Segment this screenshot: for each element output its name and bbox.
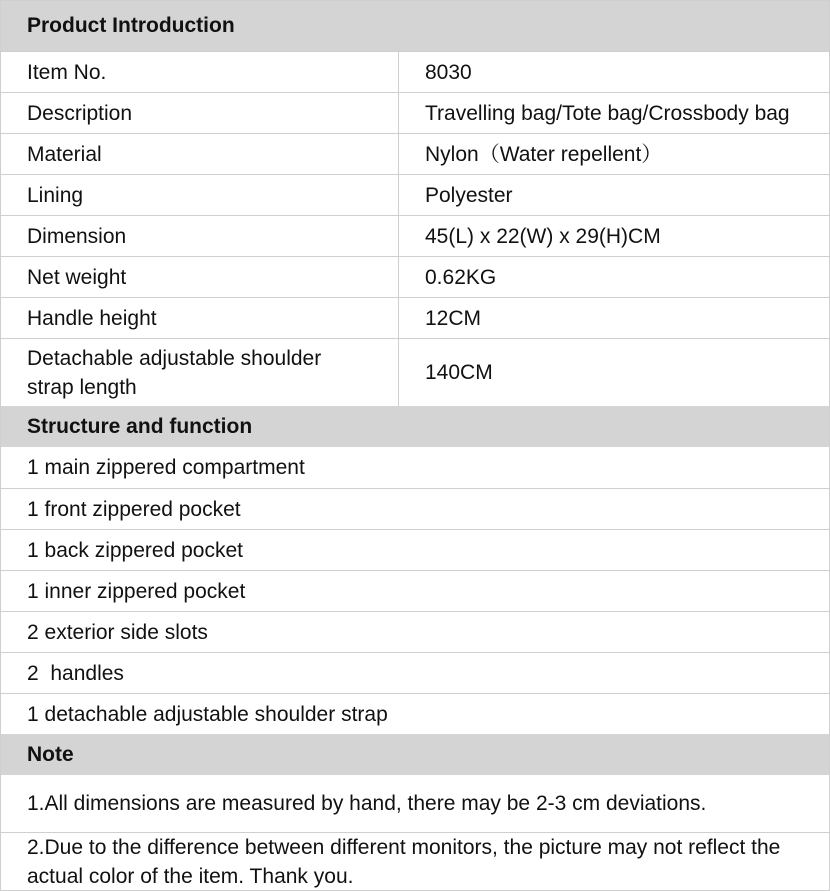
- structure-item-text: 2 handles: [27, 661, 124, 685]
- list-item: [0, 447, 830, 488]
- spec-label: Description: [27, 101, 133, 125]
- spec-value: Polyester: [398, 175, 830, 215]
- list-item: [0, 529, 830, 570]
- note-text: 2.Due to the difference between different monitors, the picture may not reflect the actual color of the item. Thank you.: [27, 836, 781, 888]
- spec-row-handle-height: [0, 297, 830, 338]
- spec-row-material: [0, 133, 830, 174]
- spec-row-strap-length: [0, 338, 830, 406]
- spec-value: Travelling bag/Tote bag/Crossbody bag: [398, 93, 830, 133]
- spec-label: Item No.: [27, 60, 107, 84]
- structure-item-text: 2 exterior side slots: [27, 620, 208, 644]
- spec-value: 140CM: [398, 339, 830, 406]
- section-title: Product Introduction: [27, 14, 235, 37]
- spec-row-net-weight: [0, 256, 830, 297]
- spec-label: Handle height: [27, 306, 157, 330]
- section-header-note: [0, 734, 830, 775]
- structure-item-text: 1 detachable adjustable shoulder strap: [27, 702, 388, 726]
- spec-value: Nylon（Water repellent）: [398, 134, 830, 174]
- structure-item-text: 1 inner zippered pocket: [27, 579, 246, 603]
- spec-label: Detachable adjustable shoulder strap length: [27, 346, 322, 399]
- section-header-product-introduction: [0, 0, 830, 51]
- spec-label: Net weight: [27, 265, 127, 289]
- spec-row-item-no: [0, 51, 830, 92]
- list-item: [0, 570, 830, 611]
- spec-value: 0.62KG: [398, 257, 830, 297]
- spec-label: Lining: [27, 183, 84, 207]
- structure-item-text: 1 front zippered pocket: [27, 497, 241, 521]
- note-item: [0, 775, 830, 832]
- spec-value: 8030: [398, 52, 830, 92]
- list-item: [0, 693, 830, 734]
- section-title: Structure and function: [27, 415, 253, 438]
- spec-label: Material: [27, 142, 102, 166]
- structure-item-text: 1 main zippered compartment: [27, 456, 305, 479]
- spec-value: 45(L) x 22(W) x 29(H)CM: [398, 216, 830, 256]
- spec-row-dimension: [0, 215, 830, 256]
- section-title: Note: [27, 743, 74, 766]
- list-item: [0, 652, 830, 693]
- section-header-structure: [0, 406, 830, 447]
- structure-item-text: 1 back zippered pocket: [27, 538, 243, 562]
- list-item: [0, 611, 830, 652]
- spec-row-lining: [0, 174, 830, 215]
- note-text: 1.All dimensions are measured by hand, there may be 2-3 cm deviations.: [27, 792, 707, 815]
- spec-label: Dimension: [27, 224, 127, 248]
- note-item: [0, 832, 830, 891]
- spec-value: 12CM: [398, 298, 830, 338]
- spec-row-description: [0, 92, 830, 133]
- list-item: [0, 488, 830, 529]
